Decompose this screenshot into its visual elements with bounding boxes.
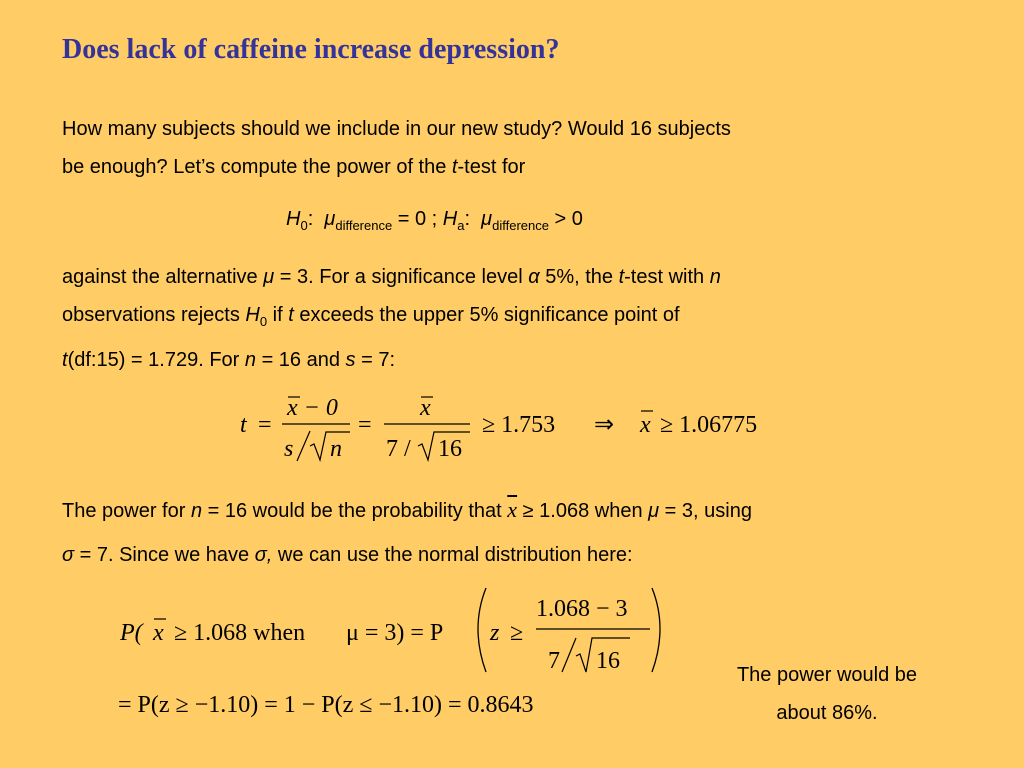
eq1-n: n: [330, 436, 342, 462]
eq2-den-7: 7: [548, 648, 560, 674]
t-symbol: t: [62, 349, 68, 371]
null-relation: = 0 ;: [392, 208, 443, 230]
eq1-s: s: [284, 436, 294, 462]
eq1-numerator: x − 0: [287, 395, 338, 421]
mu-symbol: μ: [481, 208, 493, 230]
mu-symbol: μ: [263, 266, 275, 288]
n-symbol: n: [244, 349, 257, 371]
alt-relation: > 0: [549, 208, 583, 230]
implies-arrow: ⇒: [594, 412, 615, 438]
eq2-xbar: x: [153, 620, 164, 646]
intro-line-2a: be enough? Let’s compute the power of the: [62, 156, 452, 178]
text: -test with: [624, 266, 710, 288]
text: The power for: [62, 500, 191, 522]
eq2-den-16: 16: [596, 648, 620, 674]
conclusion-note: [702, 656, 952, 732]
text: if: [267, 304, 289, 326]
eq1-t: t: [240, 412, 247, 438]
eq1-result: ≥ 1.06775: [660, 412, 758, 438]
conclusion-line-1: The power would be: [736, 664, 918, 686]
eq1-xbar-result: x: [640, 412, 651, 438]
xbar-symbol: $\overline{x}$: [507, 497, 518, 522]
slide-title: Does lack of caffeine increase depression?: [62, 34, 560, 65]
eq2-numerator: 1.068 − 3: [536, 596, 628, 622]
eq1-equals: =: [258, 412, 272, 438]
eq1-geq-value: ≥ 1.753: [482, 412, 556, 438]
mu-symbol: μ: [324, 208, 336, 230]
eq2-lhs: P(: [120, 620, 143, 646]
alpha-symbol: α: [528, 266, 540, 288]
eq1-seven: 7 /: [386, 436, 411, 462]
h-symbol: H: [286, 208, 301, 230]
eq2-geq: ≥: [510, 620, 524, 646]
n-symbol: n: [709, 266, 721, 288]
mu-symbol: μ: [648, 500, 660, 522]
eq1-xbar: x: [420, 395, 431, 421]
conclusion-line-2: about 86%.: [776, 702, 878, 724]
eq2-line2: = P(z ≥ −1.10) = 1 − P(z ≤ −1.10) = 0.8643: [118, 692, 534, 718]
sigma-symbol: σ: [62, 544, 75, 566]
intro-line-1: How many subjects should we include in our new study? Would 16 subjects: [62, 118, 731, 140]
n-symbol: n: [190, 500, 203, 522]
text: we can use the normal distribution here:: [272, 544, 633, 566]
text: = 3, using: [659, 500, 752, 522]
mu-subscript: difference: [335, 218, 393, 233]
null-subscript: 0: [259, 314, 268, 329]
intro-line-2b: -test for: [457, 156, 526, 178]
eq2-mu-equals: μ = 3) = P: [346, 620, 444, 646]
null-subscript: 0: [300, 218, 308, 233]
text: = 1.729. For: [130, 349, 245, 371]
h-symbol: H: [442, 208, 458, 230]
text: against the alternative: [62, 266, 264, 288]
text: = 7. Since we have: [74, 544, 255, 566]
colon: :: [464, 208, 471, 230]
slash: [562, 638, 576, 672]
text: 5%, the: [539, 266, 619, 288]
t-symbol: t: [451, 156, 458, 178]
text: = 7:: [355, 349, 396, 371]
text: (df:15): [67, 349, 131, 371]
eq1-equals-2: =: [358, 412, 372, 438]
right-paren: [652, 588, 660, 672]
left-paren: [478, 588, 486, 672]
t-symbol: t: [618, 266, 625, 288]
eq1-sixteen: 16: [438, 436, 462, 462]
text: = 3. For a significance level: [274, 266, 529, 288]
text: ≥ 1.068 when: [517, 500, 649, 522]
sigma-symbol: σ,: [254, 544, 273, 566]
h-symbol: H: [245, 304, 260, 326]
s-symbol: s: [345, 349, 356, 371]
eq2-condition: ≥ 1.068 when: [174, 620, 306, 646]
t-symbol: t: [288, 304, 294, 326]
eq2-z: z: [490, 620, 500, 646]
text: observations rejects: [62, 304, 246, 326]
text: = 16 and: [256, 349, 346, 371]
text: exceeds the upper 5% significance point of: [293, 304, 680, 326]
text: = 16 would be the probability that: [202, 500, 508, 522]
alt-subscript: a: [457, 218, 465, 233]
mu-subscript: difference: [492, 218, 549, 233]
colon: :: [307, 208, 314, 230]
